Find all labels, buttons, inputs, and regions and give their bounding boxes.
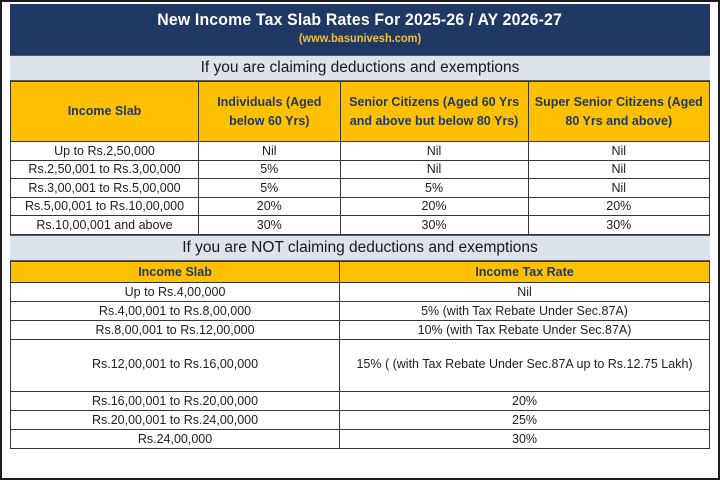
table-row [11,142,710,161]
rate-cell: Nil [528,160,709,179]
column-header-individuals: Individuals (Aged below 60 Yrs) [199,82,341,142]
slab-cell: Rs.24,00,000 [11,429,340,448]
table-row [11,429,710,448]
rate-cell: 10% (with Tax Rebate Under Sec.87A) [340,320,710,339]
column-header-income-slab: Income Slab [11,82,199,142]
column-header-super-senior-citizens: Super Senior Citizens (Aged 80 Yrs and above) [528,82,709,142]
slab-cell: Up to Rs.4,00,000 [11,282,340,301]
slab-cell: Rs.12,00,001 to Rs.16,00,000 [11,339,340,391]
table-row [11,410,710,429]
site-url: (www.basunivesh.com) [298,33,422,45]
table-row [11,391,710,410]
table-header-row [11,261,710,282]
rate-cell: 25% [340,410,710,429]
rate-cell: Nil [340,142,528,161]
rate-cell: 20% [528,197,709,216]
rate-cell: 30% [340,429,710,448]
column-header-income-tax-rate: Income Tax Rate [340,261,710,282]
title-banner [10,4,710,55]
rate-cell: 20% [340,197,528,216]
slab-cell: Rs.10,00,001 and above [11,216,199,235]
table-row [11,197,710,216]
new-regime-table [10,261,710,449]
slab-cell: Up to Rs.2,50,000 [11,142,199,161]
rate-cell: 30% [340,216,528,235]
table-row [11,160,710,179]
table-row [11,339,710,391]
slab-cell: Rs.3,00,001 to Rs.5,00,000 [11,179,199,198]
slab-cell: Rs.20,00,001 to Rs.24,00,000 [11,410,340,429]
rate-cell: Nil [340,282,710,301]
rate-cell: Nil [199,142,341,161]
rate-cell: 20% [340,391,710,410]
slab-cell: Rs.2,50,001 to Rs.3,00,000 [11,160,199,179]
old-regime-banner: If you are claiming deductions and exemptions [10,55,710,81]
slab-cell: Rs.16,00,001 to Rs.20,00,000 [11,391,340,410]
rate-cell: Nil [528,142,709,161]
rate-cell: 5% [199,160,341,179]
table-row [11,320,710,339]
new-regime-banner: If you are NOT claiming deductions and exemptions [10,235,710,261]
rate-cell: 20% [199,197,341,216]
infographic-content [10,4,710,449]
rate-cell: 30% [199,216,341,235]
old-regime-table [10,81,710,235]
page-title: New Income Tax Slab Rates For 2025-26 / AY 2026-27 [157,10,563,29]
slab-cell: Rs.5,00,001 to Rs.10,00,000 [11,197,199,216]
slab-cell: Rs.8,00,001 to Rs.12,00,000 [11,320,340,339]
rate-cell: 30% [528,216,709,235]
rate-cell: Nil [528,179,709,198]
slab-cell: Rs.4,00,001 to Rs.8,00,000 [11,301,340,320]
table-row [11,179,710,198]
rate-cell: 5% [340,179,528,198]
rate-cell: Nil [340,160,528,179]
rate-cell: 15% ( (with Tax Rebate Under Sec.87A up to Rs.12.75 Lakh) [340,339,710,391]
table-row [11,216,710,235]
table-header-row [11,82,710,142]
column-header-senior-citizens: Senior Citizens (Aged 60 Yrs and above but below 80 Yrs) [340,82,528,142]
rate-cell: 5% [199,179,341,198]
column-header-income-slab: Income Slab [11,261,340,282]
rate-cell: 5% (with Tax Rebate Under Sec.87A) [340,301,710,320]
table-row [11,301,710,320]
table-row [11,282,710,301]
